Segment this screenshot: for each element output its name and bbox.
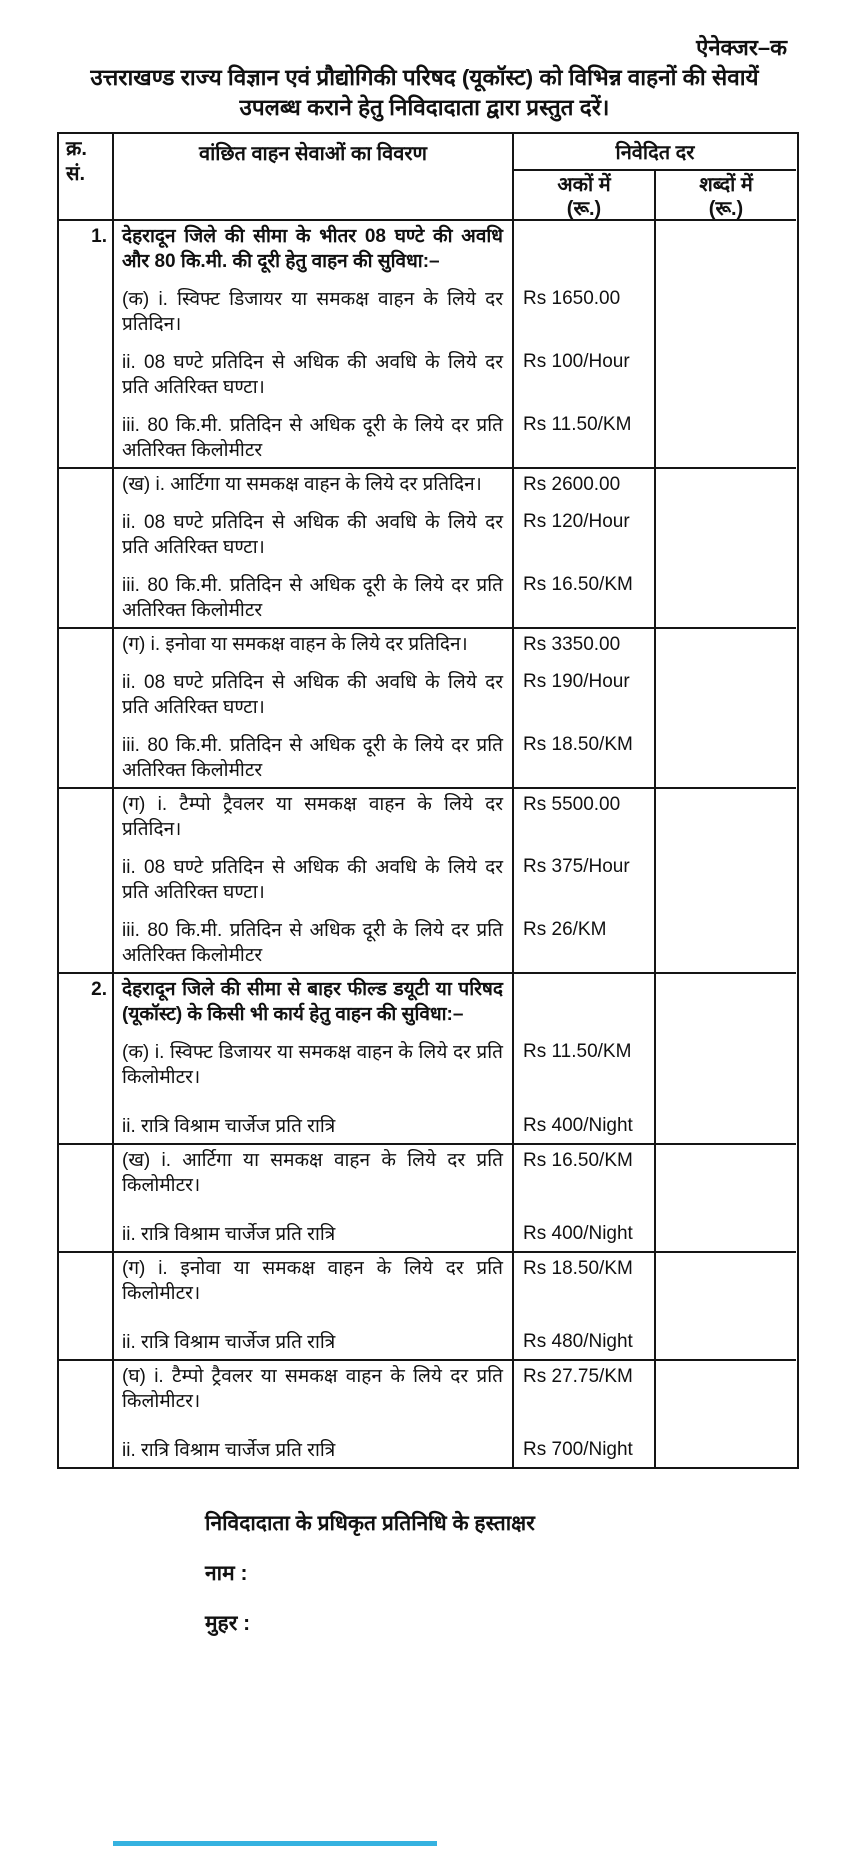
header-rate-figures bbox=[512, 171, 654, 221]
service-item-text: देहरादून जिले की सीमा से बाहर फील्ड डयूटी या परिषद (यूकॉस्ट) के किसी भी कार्य हेतु वाहन की सुविधा:– bbox=[122, 979, 503, 1025]
service-item-text: ii. रात्रि विश्राम चार्जेज प्रति रात्रि bbox=[122, 1440, 336, 1461]
header-rate-words-label: शब्दों में bbox=[699, 174, 753, 196]
service-item-text: ii. रात्रि विश्राम चार्जेज प्रति रात्रि bbox=[122, 1224, 336, 1245]
doc-title-line1: उत्तराखण्ड राज्य विज्ञान एवं प्रौद्योगिकी परिषद (यूकॉस्ट) को विभिन्न वाहनों की सेवायें bbox=[90, 65, 759, 90]
rate-figures-value: Rs 18.50/KM bbox=[512, 1253, 654, 1310]
rate-figures-value: Rs 480/Night bbox=[512, 1310, 654, 1359]
header-rate-figures-label: अकों में bbox=[557, 174, 611, 196]
service-item-text: ii. रात्रि विश्राम चार्जेज प्रति रात्रि bbox=[122, 1116, 336, 1137]
scan-artifact-line bbox=[113, 1841, 437, 1846]
serial-cell bbox=[59, 1145, 114, 1253]
group-content bbox=[114, 1361, 654, 1467]
service-item-text: (ख) i. आर्टिगा या समकक्ष वाहन के लिये दर प्रति किलोमीटर। bbox=[122, 1150, 503, 1196]
rate-words-cell bbox=[654, 1361, 796, 1467]
service-item-text: (क) i. स्विफ्ट डिजायर या समकक्ष वाहन के लिये दर प्रति किलोमीटर। bbox=[122, 1042, 503, 1088]
service-item-text: (ग) i. इनोवा या समकक्ष वाहन के लिये दर प्रतिदिन। bbox=[122, 634, 468, 655]
serial-cell: 2. bbox=[59, 974, 114, 1145]
group-content bbox=[114, 974, 654, 1145]
rate-figures-value: Rs 400/Night bbox=[512, 1202, 654, 1251]
rate-figures-value: Rs 11.50/KM bbox=[512, 404, 654, 467]
signature-line: निविदादाता के प्रधिकृत प्रतिनिधि के हस्ताक्षर bbox=[205, 1512, 535, 1535]
serial-cell bbox=[59, 1253, 114, 1361]
service-item-text: iii. 80 कि.मी. प्रतिदिन से अधिक दूरी के लिये दर प्रति अतिरिक्त किलोमीटर bbox=[122, 735, 503, 781]
rate-words-cell bbox=[654, 469, 796, 629]
rate-figures-value: Rs 5500.00 bbox=[512, 789, 654, 846]
rate-figures-value: Rs 700/Night bbox=[512, 1418, 654, 1467]
rate-figures-value: Rs 120/Hour bbox=[512, 501, 654, 564]
group-content bbox=[114, 789, 654, 974]
group-content bbox=[114, 1253, 654, 1361]
header-description: वांछित वाहन सेवाओं का विवरण bbox=[114, 134, 512, 221]
service-item-text: ii. 08 घण्टे प्रतिदिन से अधिक की अवधि के लिये दर प्रति अतिरिक्त घण्टा। bbox=[122, 672, 503, 718]
serial-cell bbox=[59, 1361, 114, 1467]
header-serial-line2: सं. bbox=[66, 163, 86, 185]
group-content bbox=[114, 629, 654, 789]
service-item-text: iii. 80 कि.मी. प्रतिदिन से अधिक दूरी के लिये दर प्रति अतिरिक्त किलोमीटर bbox=[122, 415, 503, 461]
header-serial bbox=[59, 134, 114, 221]
service-item-text: iii. 80 कि.मी. प्रतिदिन से अधिक दूरी के लिये दर प्रति अतिरिक्त किलोमीटर bbox=[122, 920, 503, 966]
rate-words-cell bbox=[654, 974, 796, 1145]
rate-words-cell bbox=[654, 789, 796, 974]
rate-figures-value: Rs 375/Hour bbox=[512, 846, 654, 909]
page bbox=[0, 32, 849, 1854]
service-item-text: (ग) i. इनोवा या समकक्ष वाहन के लिये दर प्रति किलोमीटर। bbox=[122, 1258, 503, 1304]
group-content bbox=[114, 469, 654, 629]
header-rate-figures-unit: (रू.) bbox=[566, 198, 602, 220]
group-content bbox=[114, 1145, 654, 1253]
rate-figures-value: Rs 190/Hour bbox=[512, 661, 654, 724]
rate-words-cell bbox=[654, 629, 796, 789]
name-label: नाम : bbox=[205, 1562, 248, 1585]
header-rate-words bbox=[654, 171, 796, 221]
rate-figures-value: Rs 16.50/KM bbox=[512, 1145, 654, 1202]
rate-figures-value bbox=[512, 221, 654, 278]
rate-figures-value: Rs 26/KM bbox=[512, 909, 654, 972]
seal-label: मुहर : bbox=[205, 1612, 251, 1635]
service-item-text: ii. रात्रि विश्राम चार्जेज प्रति रात्रि bbox=[122, 1332, 336, 1353]
rate-figures-value: Rs 27.75/KM bbox=[512, 1361, 654, 1418]
rate-figures-value: Rs 3350.00 bbox=[512, 629, 654, 661]
header-rate: निवेदित दर bbox=[512, 134, 796, 171]
service-item-text: (ग) i. टैम्पो ट्रैवलर या समकक्ष वाहन के लिये दर प्रतिदिन। bbox=[122, 794, 503, 840]
header-serial-line1: क्र. bbox=[66, 138, 87, 160]
rate-figures-value: Rs 1650.00 bbox=[512, 278, 654, 341]
serial-cell: 1. bbox=[59, 221, 114, 469]
service-item-text: देहरादून जिले की सीमा के भीतर 08 घण्टे की अवधि और 80 कि.मी. की दूरी हेतु वाहन की सुविधा:– bbox=[122, 226, 503, 272]
rate-figures-value: Rs 11.50/KM bbox=[512, 1031, 654, 1094]
annexure-label: ऐनेक्जर–क bbox=[696, 35, 787, 60]
rate-figures-value bbox=[512, 974, 654, 1031]
serial-cell bbox=[59, 469, 114, 629]
rate-figures-value: Rs 100/Hour bbox=[512, 341, 654, 404]
serial-cell bbox=[59, 789, 114, 974]
group-content bbox=[114, 221, 654, 469]
rate-figures-value: Rs 2600.00 bbox=[512, 469, 654, 501]
rate-words-cell bbox=[654, 221, 796, 469]
doc-title-line2: उपलब्ध कराने हेतु निविदादाता द्वारा प्रस्तुत दरें। bbox=[239, 95, 610, 120]
service-item-text: (घ) i. टैम्पो ट्रैवलर या समकक्ष वाहन के लिये दर प्रति किलोमीटर। bbox=[122, 1366, 503, 1412]
service-item-text: (क) i. स्विफ्ट डिजायर या समकक्ष वाहन के लिये दर प्रतिदिन। bbox=[122, 289, 503, 335]
rate-figures-value: Rs 400/Night bbox=[512, 1094, 654, 1143]
service-item-text: ii. 08 घण्टे प्रतिदिन से अधिक की अवधि के लिये दर प्रति अतिरिक्त घण्टा। bbox=[122, 857, 503, 903]
service-item-text: (ख) i. आर्टिगा या समकक्ष वाहन के लिये दर प्रतिदिन। bbox=[122, 474, 482, 495]
footer-block bbox=[205, 1509, 849, 1637]
rate-figures-value: Rs 16.50/KM bbox=[512, 564, 654, 627]
header-rate-words-unit: (रू.) bbox=[708, 198, 744, 220]
rate-words-cell bbox=[654, 1145, 796, 1253]
service-item-text: iii. 80 कि.मी. प्रतिदिन से अधिक दूरी के लिये दर प्रति अतिरिक्त किलोमीटर bbox=[122, 575, 503, 621]
service-item-text: ii. 08 घण्टे प्रतिदिन से अधिक की अवधि के लिये दर प्रति अतिरिक्त घण्टा। bbox=[122, 512, 503, 558]
service-item-text: ii. 08 घण्टे प्रतिदिन से अधिक की अवधि के लिये दर प्रति अतिरिक्त घण्टा। bbox=[122, 352, 503, 398]
rate-figures-value: Rs 18.50/KM bbox=[512, 724, 654, 787]
rates-table bbox=[57, 132, 799, 1469]
serial-cell bbox=[59, 629, 114, 789]
rate-words-cell bbox=[654, 1253, 796, 1361]
